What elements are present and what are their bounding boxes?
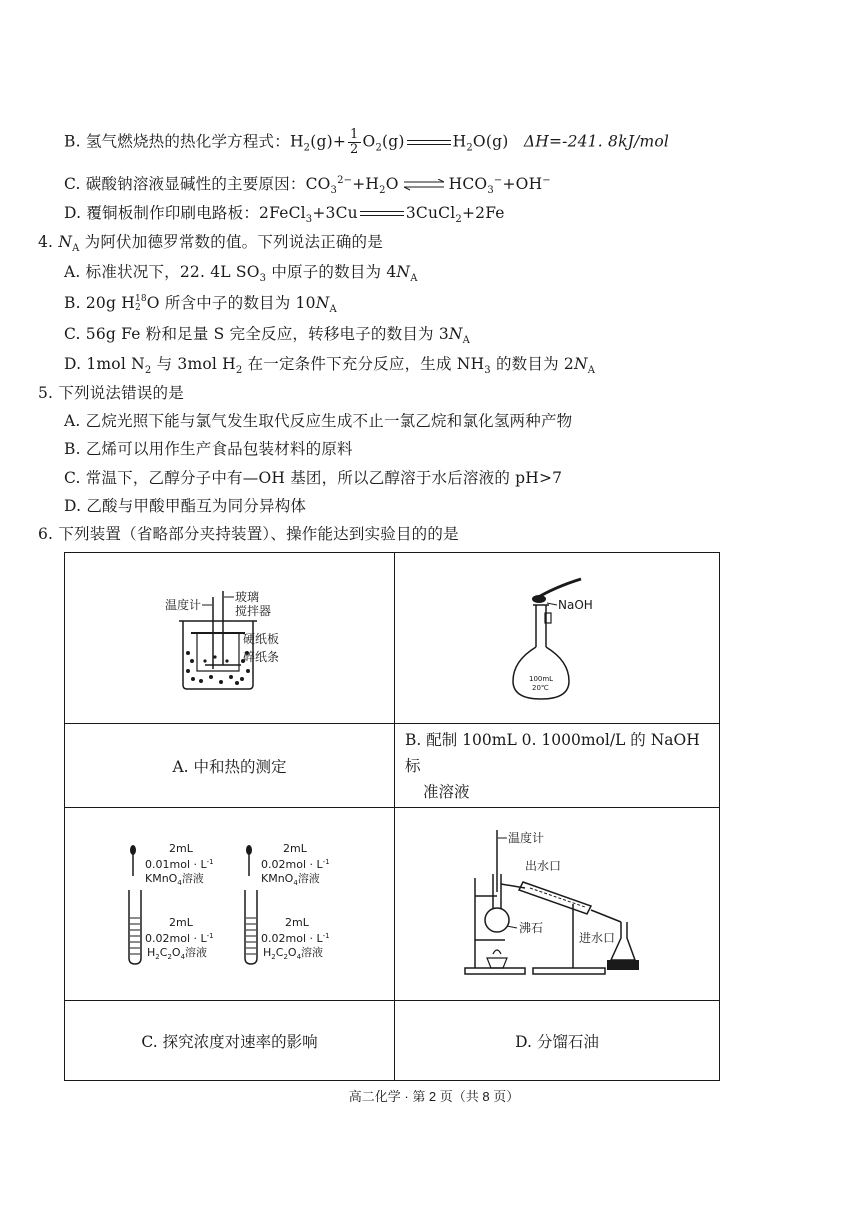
figure-b-cell <box>395 553 720 724</box>
label-paper: 碎纸条 <box>243 650 280 664</box>
q5-stem: 5. 下列说法错误的是 <box>38 384 184 402</box>
volumetric-flask-figure <box>395 553 719 723</box>
svg-text:H2C2O4溶液: $H_2C_2O_4$溶液 <box>147 946 208 961</box>
caption-d: D. 分馏石油 <box>395 1001 720 1081</box>
page-footer: 高二化学 · 第 2 页（共 8 页） <box>348 1089 520 1104</box>
svg-text:0.02mol · L-1: $0.02mol \cdot L^{-1}$ <box>261 932 330 945</box>
enthalpy: ΔH=-241. 8kJ/mol <box>523 132 670 151</box>
svg-text:0.02mol · L-1: $0.02mol \cdot L^{-1}$ <box>145 932 214 945</box>
test-tubes-figure <box>65 808 394 1000</box>
label-stone: 沸石 <box>519 921 544 935</box>
q6-stem: 6. 下列装置（省略部分夹持装置）、操作能达到实验目的的是 <box>38 525 459 543</box>
q3-b-label: B. 氢气燃烧热的热化学方程式： <box>64 132 290 151</box>
svg-text:2mL: 2mL <box>169 842 193 855</box>
left-tube <box>129 845 141 964</box>
q4-stem: 4. $N_A$ 为阿伏加德罗常数的值。下列说法正确的是 <box>38 233 383 254</box>
figure-d-cell <box>395 808 720 1001</box>
q3-c-label: C. 碳酸钠溶液显碱性的主要原因： <box>64 175 306 193</box>
reversible-arrow-icon <box>402 179 446 191</box>
distillation-figure <box>395 808 719 1000</box>
q3-option-b: B. 氢气燃烧热的热化学方程式：$H_2(g)+$ $\frac{1}{2}$ $O_2(g)$ $H_2O(g)$ ΔH=-241. 8kJ/mol <box>64 127 670 157</box>
label-stirrer: 搅拌器 <box>235 604 272 618</box>
q5-option-a: A. 乙烷光照下能与氯气发生取代反应生成不止一氯乙烷和氯化氢两种产物 <box>64 412 573 430</box>
caption-b: B. 配制 100mL 0. 1000mol/L 的 NaOH 标 准溶液 <box>395 724 720 808</box>
fraction: $\frac{1}{2}$ <box>350 127 359 157</box>
q5-option-d: D. 乙酸与甲酸甲酯互为同分异构体 <box>64 497 307 515</box>
label-naoh: NaOH <box>558 598 593 612</box>
label-volume: 100mL <box>529 675 554 683</box>
label-thermometer-d: 温度计 <box>508 831 545 845</box>
q5-option-b: B. 乙烯可以用作生产食品包装材料的原料 <box>64 440 353 458</box>
caption-c: C. 探究浓度对速率的影响 <box>65 1001 395 1081</box>
label-cardboard: 硬纸板 <box>243 632 280 646</box>
q4-option-b: B. 20g H 18 2 O 所含中子的数目为 $10N_A$ <box>64 294 337 315</box>
q4-option-a: A. 标准状况下，22. 4L $SO_3$ 中原子的数目为 $4N_A$ <box>64 263 418 284</box>
label-thermometer: 温度计 <box>165 598 202 612</box>
q4-option-c: C. 56g Fe 粉和足量 S 完全反应，转移电子的数目为 $3N_A$ <box>64 325 471 346</box>
equals-arrow <box>407 138 451 148</box>
label-glass: 玻璃 <box>235 590 260 604</box>
svg-text:KMnO4溶液: KMnO$_4$溶液 <box>145 872 204 887</box>
svg-text:0.01mol · L-1: $0.01mol \cdot L^{-1}$ <box>145 858 214 871</box>
svg-text:0.02mol · L-1: $0.02mol \cdot L^{-1}$ <box>261 858 330 871</box>
figure-c-cell <box>65 808 395 1001</box>
right-tube <box>245 845 257 964</box>
svg-text:KMnO4溶液: KMnO$_4$溶液 <box>261 872 320 887</box>
svg-text:2mL: 2mL <box>285 916 309 929</box>
figure-a-cell <box>65 553 395 724</box>
calorimeter-figure <box>65 553 394 723</box>
q3-option-c: C. 碳酸钠溶液显碱性的主要原因：$CO_3^{2-}+H_2O$ $HCO_3^-+OH^-$ <box>64 175 551 196</box>
equals-arrow <box>360 209 404 219</box>
label-temperature: 20℃ <box>532 684 549 692</box>
q3-d-label: D. 覆铜板制作印刷电路板： <box>64 204 260 222</box>
q6-apparatus-table <box>64 552 720 1081</box>
label-outlet: 出水口 <box>525 859 562 873</box>
caption-a: A. 中和热的测定 <box>65 724 395 808</box>
svg-text:H2C2O4溶液: $H_2C_2O_4$溶液 <box>263 946 324 961</box>
svg-text:2mL: 2mL <box>169 916 193 929</box>
q4-option-d: D. 1mol $N_2$ 与 3mol $H_2$ 在一定条件下充分反应，生成 $NH_3$ 的数目为 $2N_A$ <box>64 355 596 376</box>
svg-text:2mL: 2mL <box>283 842 307 855</box>
label-inlet: 进水口 <box>579 931 616 945</box>
q5-option-c: C. 常温下，乙醇分子中有—OH 基团，所以乙醇溶于水后溶液的 pH>7 <box>64 469 563 487</box>
q3-option-d: D. 覆铜板制作印刷电路板：2FeCl$_3$+3Cu 3CuCl$_2$+2Fe <box>64 204 505 225</box>
